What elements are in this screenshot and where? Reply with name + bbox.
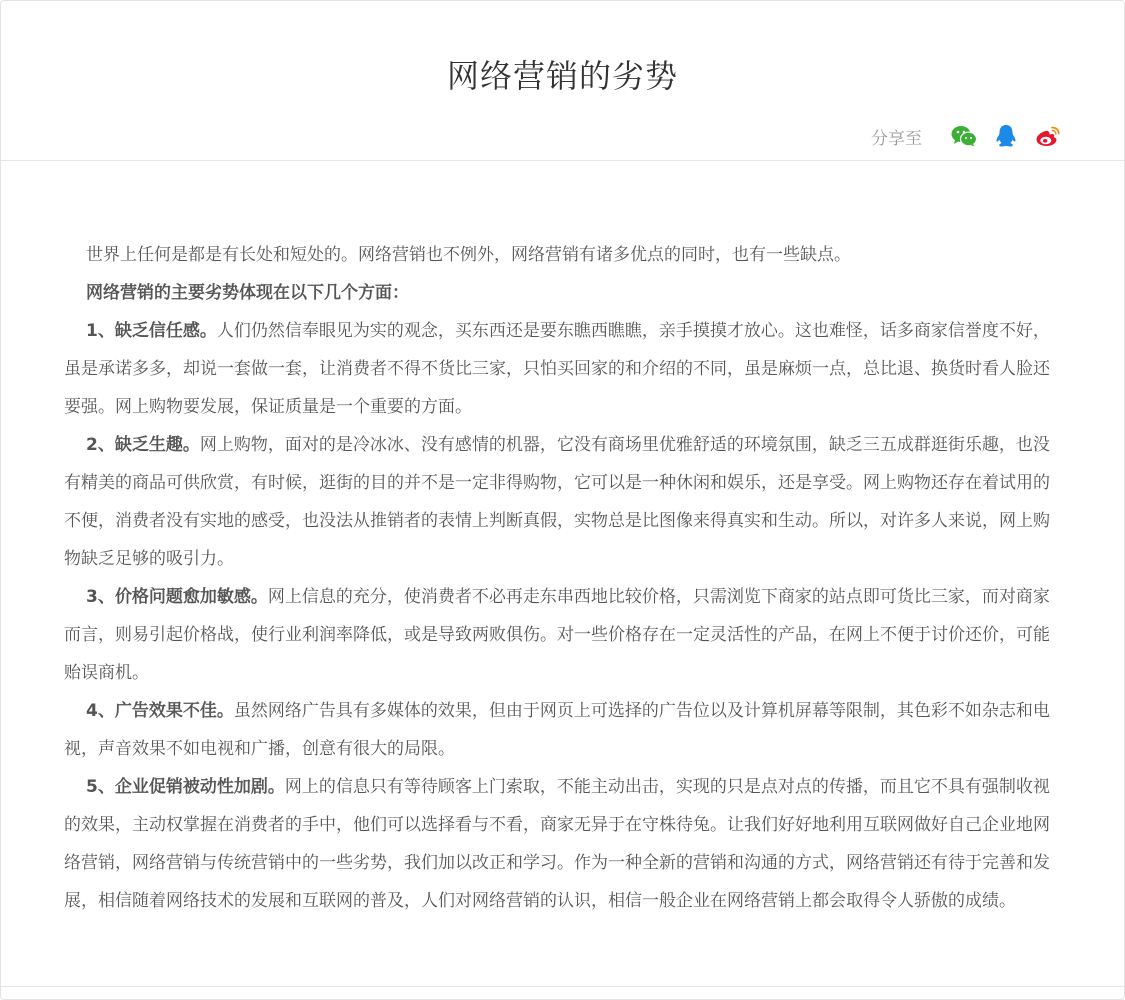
weibo-icon[interactable] — [1034, 122, 1062, 150]
share-bar — [871, 121, 1062, 151]
paragraph: 世界上任何是都是有长处和短处的。网络营销也不例外，网络营销有诸多优点的同时，也有一些缺点。 — [86, 245, 851, 265]
page-title: 网络营销的劣势 — [446, 57, 678, 95]
paragraph: 4、广告效果不佳。虽然网络广告具有多媒体的效果，但由于网页上可选择的广告位以及计算机屏幕等限制，其色彩不如杂志和电视，声音效果不如电视和广播，创意有很大的局限。 — [64, 701, 1050, 759]
share-label: 分享至 — [871, 128, 922, 149]
wechat-icon[interactable] — [950, 122, 978, 150]
header-divider — [1, 160, 1124, 161]
article-body — [64, 236, 1064, 920]
qq-icon[interactable] — [992, 122, 1020, 150]
paragraph: 网络营销的主要劣势体现在以下几个方面： — [86, 283, 409, 303]
paragraph: 1、缺乏信任感。人们仍然信奉眼见为实的观念，买东西还是要东瞧西瞧瞧，亲手摸摸才放心。这也难怪，话多商家信誉度不好，虽是承诺多多，却说一套做一套，让消费者不得不货比三家，只怕买回家的和介绍的不同，虽是麻烦一点，总比退、换货时看人脸还要强。网上购物要发展，保证质量是一个重要的方面。 — [64, 321, 1050, 417]
paragraph: 3、价格问题愈加敏感。网上信息的充分，使消费者不必再走东串西地比较价格，只需浏览下商家的站点即可货比三家，而对商家而言，则易引起价格战，使行业利润率降低，或是导致两败俱伤。对一些价格存在一定灵活性的产品，在网上不便于讨价还价，可能贻误商机。 — [64, 587, 1050, 683]
paragraph: 2、缺乏生趣。网上购物，面对的是冷冰冰、没有感情的机器，它没有商场里优雅舒适的环境氛围，缺乏三五成群逛街乐趣，也没有精美的商品可供欣赏，有时候，逛街的目的并不是一定非得购物，它可以是一种休闲和娱乐，还是享受。网上购物还存在着试用的不便，消费者没有实地的感受，也没法从推销者的表情上判断真假，实物总是比图像来得真实和生动。所以，对许多人来说，网上购物缺乏足够的吸引力。 — [64, 435, 1050, 569]
footer-divider — [1, 986, 1124, 987]
paragraph: 5、企业促销被动性加剧。网上的信息只有等待顾客上门索取，不能主动出击，实现的只是点对点的传播，而且它不具有强制收视的效果，主动权掌握在消费者的手中，他们可以选择看与不看，商家无异于在守株待兔。让我们好好地利用互联网做好自己企业地网络营销，网络营销与传统营销中的一些劣势，我们加以改正和学习。作为一种全新的营销和沟通的方式，网络营销还有待于完善和发展，相信随着网络技术的发展和互联网的普及，人们对网络营销的认识，相信一般企业在网络营销上都会取得令人骄傲的成绩。 — [64, 777, 1050, 911]
